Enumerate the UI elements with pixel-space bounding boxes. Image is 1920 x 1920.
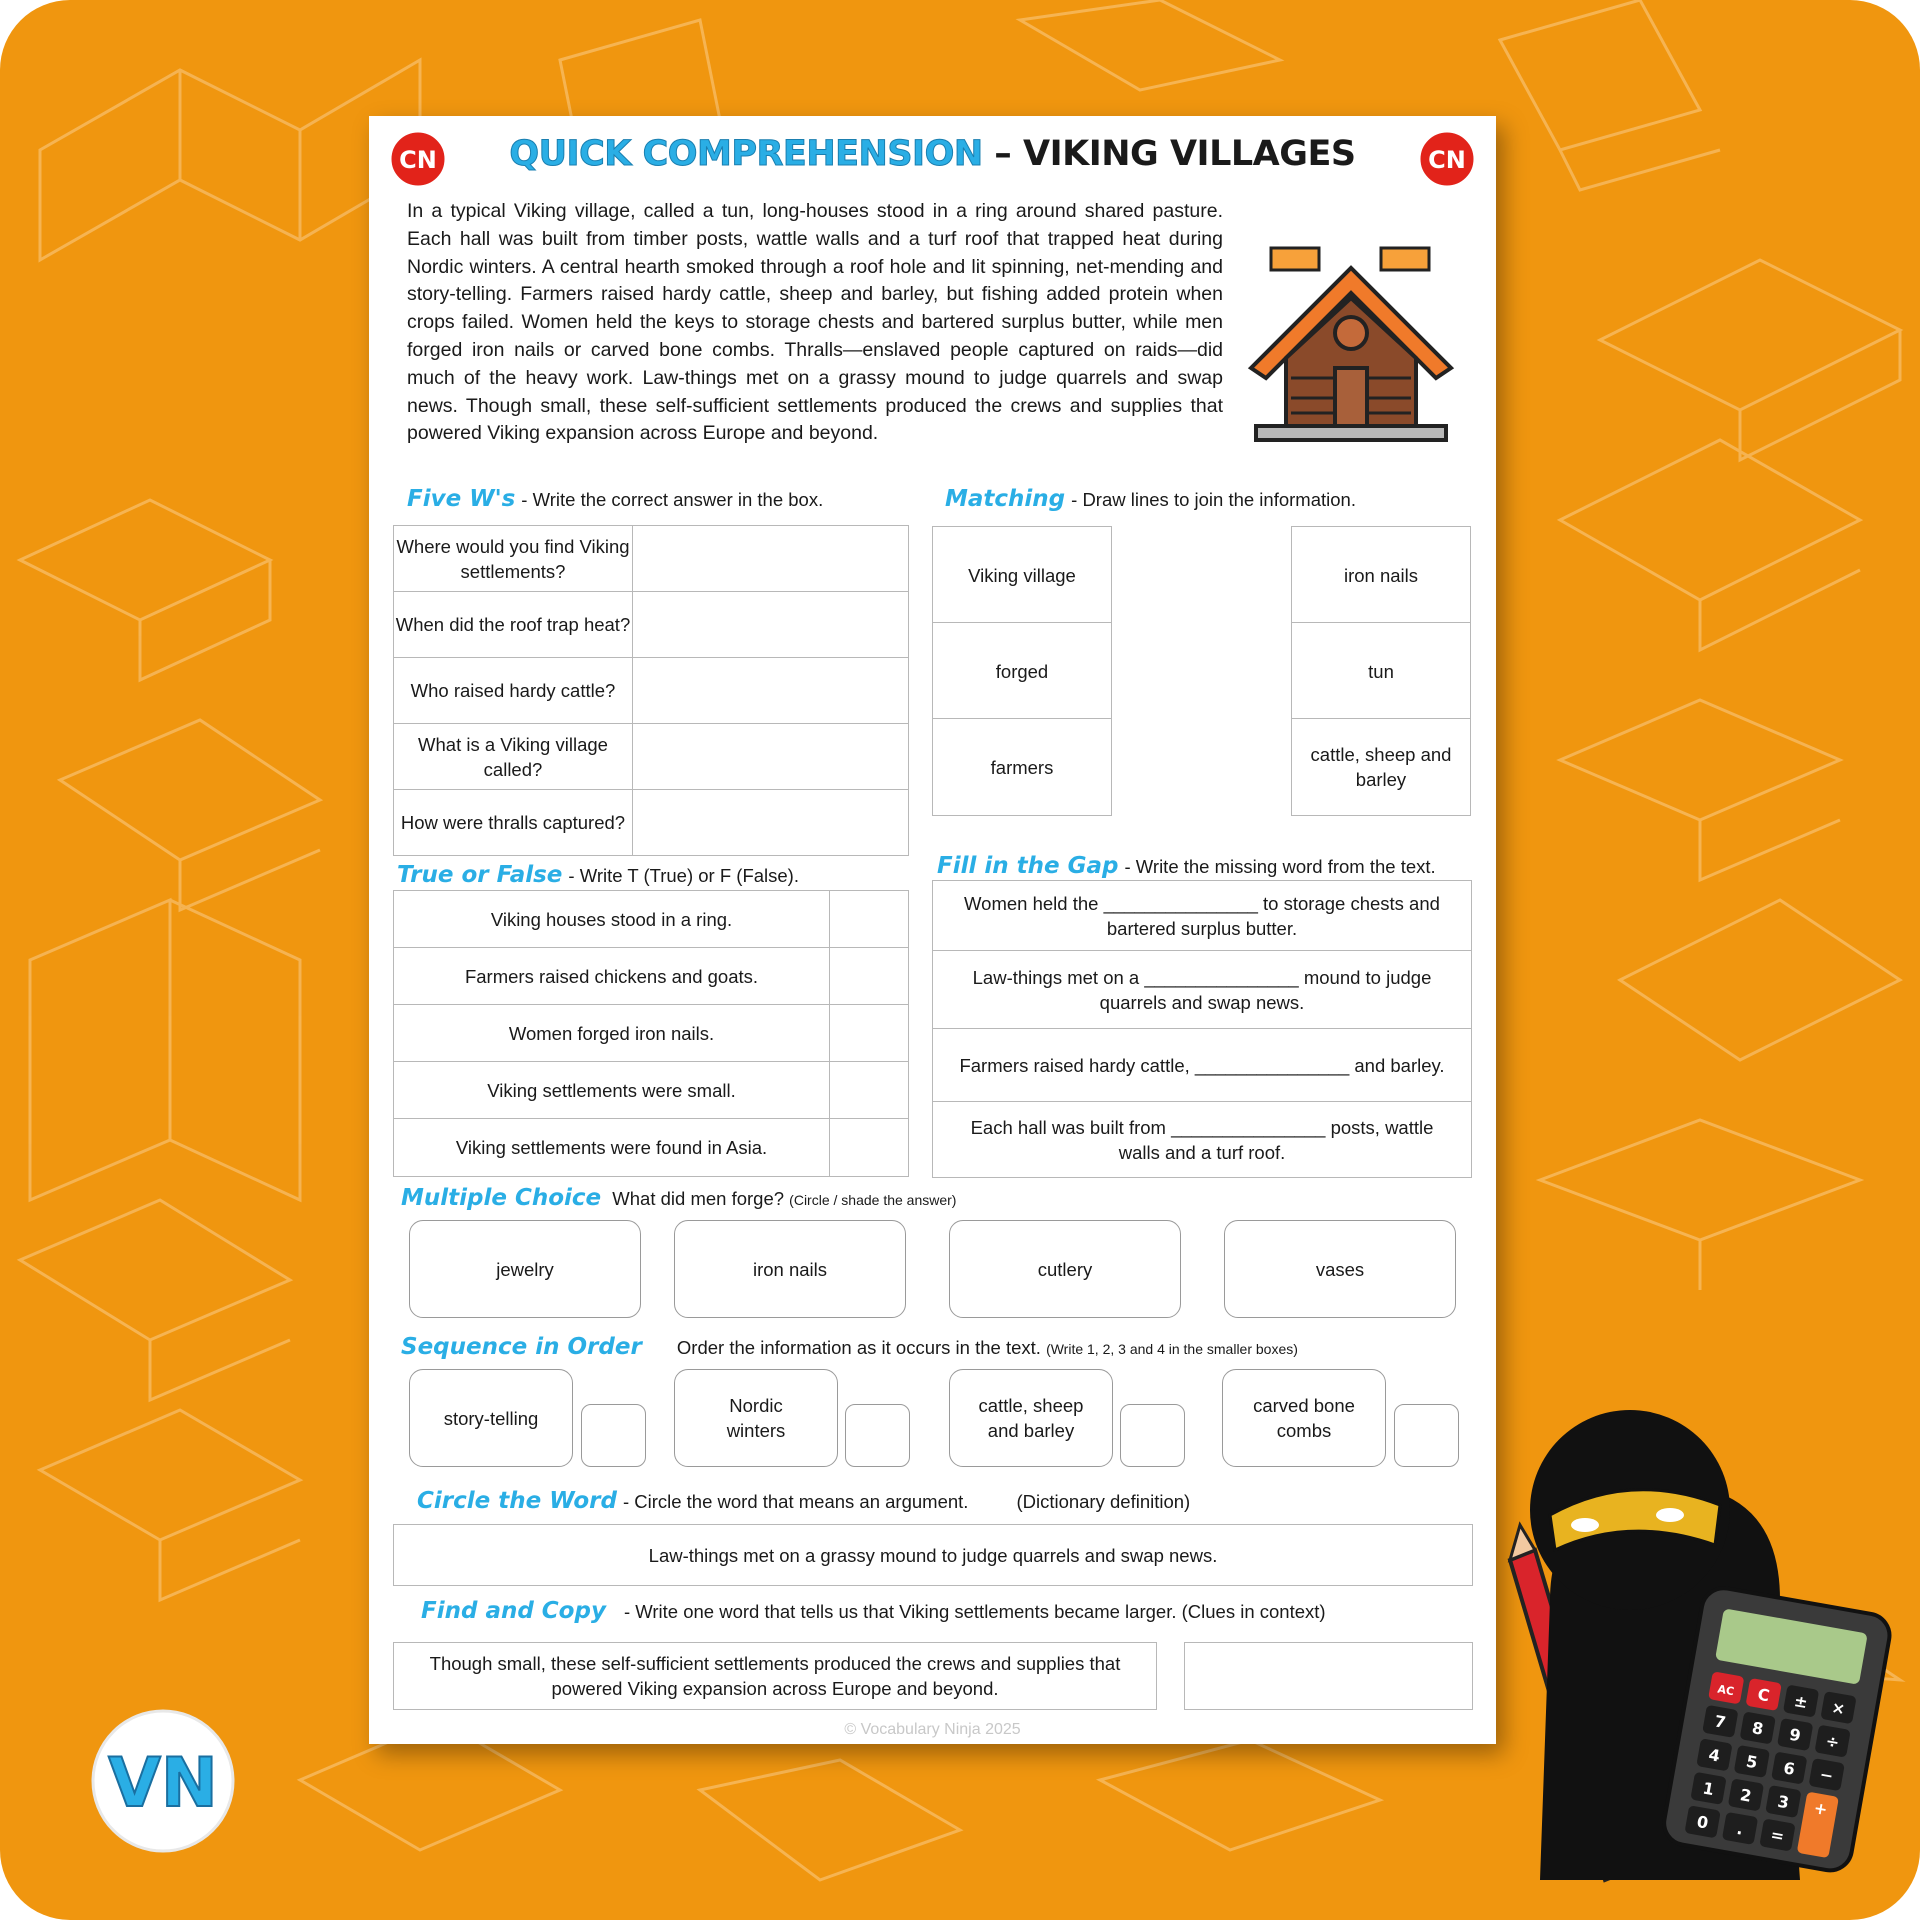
sequence-number-box[interactable]: [581, 1404, 646, 1467]
true-false-table: [393, 890, 909, 1177]
sequence-header: [401, 1334, 1298, 1360]
gap-sentence: [933, 1102, 1471, 1177]
calculator-key-label: +: [1812, 1798, 1829, 1820]
question-cell: Where would you find Viking settlements?: [394, 526, 633, 591]
matching-header: [945, 486, 1356, 512]
match-right-item[interactable]: iron nails: [1291, 526, 1471, 624]
calculator-key-label: 7: [1713, 1711, 1728, 1733]
table-row: [394, 1119, 908, 1176]
table-row[interactable]: [933, 881, 1471, 951]
fill-gap-instruction: - Write the missing word from the text.: [1124, 856, 1436, 877]
calculator-key-label: 4: [1707, 1745, 1722, 1766]
calculator-key-label: =: [1769, 1824, 1786, 1847]
svg-text:CN: CN: [399, 146, 437, 174]
table-row[interactable]: [933, 1029, 1471, 1102]
calculator-key-label: .: [1735, 1819, 1745, 1839]
five-ws-heading: Five W's: [407, 486, 516, 512]
gap-sentence: [933, 881, 1471, 950]
fill-gap-header: [937, 853, 1436, 879]
calculator-key-label: 2: [1738, 1785, 1753, 1806]
multiple-choice-note: (Circle / shade the answer): [789, 1192, 957, 1208]
gap-sentence-line: Each hall was built from _______________ posts, wattle: [970, 1116, 1434, 1138]
multiple-choice-header: [401, 1185, 956, 1211]
choice-option[interactable]: iron nails: [674, 1220, 906, 1318]
answer-box[interactable]: [633, 592, 908, 657]
multiple-choice-question: What did men forge?: [612, 1188, 785, 1209]
title-main: QUICK COMPREHENSION: [509, 134, 983, 174]
calculator-key-label: 9: [1787, 1724, 1803, 1746]
calculator-key-label: 6: [1782, 1758, 1797, 1779]
sequence-number-box[interactable]: [845, 1404, 910, 1467]
calculator-key-label: ×: [1830, 1697, 1847, 1719]
calculator-key-label: ±: [1792, 1691, 1810, 1713]
tf-answer-box[interactable]: [830, 948, 908, 1004]
match-left-item[interactable]: forged: [932, 622, 1112, 720]
page-title: [369, 134, 1496, 174]
calculator-key-label: 1: [1701, 1778, 1716, 1800]
tf-answer-box[interactable]: [830, 1062, 908, 1118]
ninja-mascot: [1480, 1400, 1900, 1900]
five-ws-instruction: - Write the correct answer in the box.: [521, 489, 824, 510]
five-ws-table: [393, 525, 909, 856]
statement-cell: Viking houses stood in a ring.: [394, 891, 830, 947]
sequence-number-box[interactable]: [1120, 1404, 1185, 1467]
question-cell: Who raised hardy cattle?: [394, 658, 633, 723]
table-row[interactable]: [933, 1102, 1471, 1177]
calculator-key-label: C: [1756, 1684, 1772, 1706]
fill-gap-heading: Fill in the Gap: [937, 853, 1119, 879]
calculator-key-label: 0: [1695, 1811, 1710, 1833]
gap-sentence-line: Law-things met on a _______________ mound to judge: [972, 966, 1432, 988]
question-cell: What is a Viking village called?: [394, 724, 633, 789]
find-copy-answer-box[interactable]: [1184, 1642, 1473, 1710]
match-left-item[interactable]: farmers: [932, 718, 1112, 816]
gap-sentence-line: Women held the _______________ to storage chests and: [964, 892, 1440, 914]
tf-answer-box[interactable]: [830, 1005, 908, 1061]
gap-sentence-line: walls and a turf roof.: [1118, 1141, 1286, 1163]
choice-option[interactable]: vases: [1224, 1220, 1456, 1318]
circle-word-header: [417, 1488, 1190, 1514]
reading-passage: In a typical Viking village, called a tun, long-houses stood in a ring around shared pasture. Each hall was built from timber posts, wattle walls and a turf roof that trapped heat during Nordic winters. A central hearth smoked through a roof hole and lit spinning, net-mending and story-telling. Farmers raised hardy cattle, sheep and barley, but fishing added protein when crops failed. Women held the keys to storage chests and bartered surplus butter, while men forged iron nails or carved bone combs. Thralls—enslaved people captured on raids—did much of the heavy work. Law-things met on a grassy mound to judge quarrels and swap news. Though small, these self-sufficient settlements produced the crews and supplies that powered Viking expansion across Europe and beyond.: [407, 200, 1223, 445]
match-left-item[interactable]: Viking village: [932, 526, 1112, 624]
statement-cell: Women forged iron nails.: [394, 1005, 830, 1061]
title-separator: –: [982, 134, 1023, 174]
multiple-choice-heading: Multiple Choice: [401, 1185, 602, 1211]
ninja-eye: [1571, 1518, 1599, 1532]
circle-word-note: (Dictionary definition): [1016, 1491, 1191, 1512]
matching-heading: Matching: [945, 486, 1066, 512]
find-copy-heading: Find and Copy: [421, 1598, 606, 1624]
answer-box[interactable]: [633, 790, 908, 855]
true-false-header: [397, 862, 799, 888]
sequence-item: Nordic winters: [674, 1369, 838, 1467]
answer-box[interactable]: [633, 658, 908, 723]
calculator-key-label: 8: [1750, 1718, 1765, 1739]
circle-word-sentence[interactable]: Law-things met on a grassy mound to judge quarrels and swap news.: [393, 1524, 1473, 1586]
question-cell: When did the roof trap heat?: [394, 592, 633, 657]
five-ws-header: [407, 486, 823, 512]
copyright-footer: © Vocabulary Ninja 2025: [844, 1721, 1021, 1738]
tf-answer-box[interactable]: [830, 1119, 908, 1176]
statement-cell: Farmers raised chickens and goats.: [394, 948, 830, 1004]
table-row: [394, 790, 908, 855]
matching-instruction: - Draw lines to join the information.: [1071, 489, 1356, 510]
table-row: [394, 592, 908, 658]
svg-text:CN: CN: [1428, 146, 1466, 174]
gap-sentence: [933, 951, 1471, 1028]
table-row[interactable]: [933, 951, 1471, 1029]
vocabulary-ninja-logo: [90, 1708, 236, 1854]
calculator-key-label: AC: [1716, 1682, 1736, 1699]
circle-word-instruction: - Circle the word that means an argument.: [622, 1491, 969, 1512]
match-right-item[interactable]: cattle, sheep and barley: [1291, 718, 1471, 816]
true-false-heading: True or False: [397, 862, 563, 888]
choice-option[interactable]: cutlery: [949, 1220, 1181, 1318]
svg-text:VN: VN: [108, 1744, 218, 1823]
sequence-item: cattle, sheep and barley: [949, 1369, 1113, 1467]
true-false-instruction: - Write T (True) or F (False).: [568, 865, 799, 886]
longhouse-icon: [1231, 208, 1491, 448]
choice-option[interactable]: jewelry: [409, 1220, 641, 1318]
sequence-item: story-telling: [409, 1369, 573, 1467]
statement-cell: Viking settlements were found in Asia.: [394, 1119, 830, 1176]
circle-word-heading: Circle the Word: [417, 1488, 617, 1514]
answer-box[interactable]: [633, 526, 908, 591]
find-copy-header: [421, 1598, 1326, 1624]
title-topic: VIKING VILLAGES: [1023, 134, 1356, 174]
sequence-item: carved bone combs: [1222, 1369, 1386, 1467]
find-copy-instruction: - Write one word that tells us that Viking settlements became larger. (Clues in context): [623, 1601, 1326, 1622]
worksheet-page: [369, 116, 1496, 1744]
sequence-note: (Write 1, 2, 3 and 4 in the smaller boxes): [1046, 1341, 1298, 1357]
gap-sentence-line: Farmers raised hardy cattle, _______________ and barley.: [959, 1054, 1445, 1076]
question-cell: How were thralls captured?: [394, 790, 633, 855]
sequence-number-box[interactable]: [1394, 1404, 1459, 1467]
find-copy-sentence: Though small, these self-sufficient settlements produced the crews and supplies that powered Viking expansion across Europe and beyond.: [393, 1642, 1157, 1710]
sequence-instruction: Order the information as it occurs in the text.: [676, 1337, 1041, 1358]
table-row: [394, 658, 908, 724]
table-row: [394, 948, 908, 1005]
table-row: [394, 891, 908, 948]
calculator-key-label: −: [1818, 1764, 1835, 1786]
calculator-key-label: ÷: [1824, 1731, 1841, 1753]
table-row: [394, 526, 908, 592]
table-row: [394, 724, 908, 790]
gap-sentence: [933, 1029, 1471, 1101]
calculator-key-label: 3: [1776, 1791, 1791, 1813]
gap-sentence-line: bartered surplus butter.: [1106, 917, 1298, 939]
gap-sentence-line: quarrels and swap news.: [1099, 991, 1305, 1013]
tf-answer-box[interactable]: [830, 891, 908, 947]
sequence-heading: Sequence in Order: [401, 1334, 642, 1360]
ninja-eye: [1656, 1508, 1684, 1522]
calculator-key-label: 5: [1744, 1751, 1759, 1773]
fill-gap-table: [932, 880, 1472, 1178]
statement-cell: Viking settlements were small.: [394, 1062, 830, 1118]
match-right-item[interactable]: tun: [1291, 622, 1471, 720]
answer-box[interactable]: [633, 724, 908, 789]
table-row: [394, 1062, 908, 1119]
table-row: [394, 1005, 908, 1062]
